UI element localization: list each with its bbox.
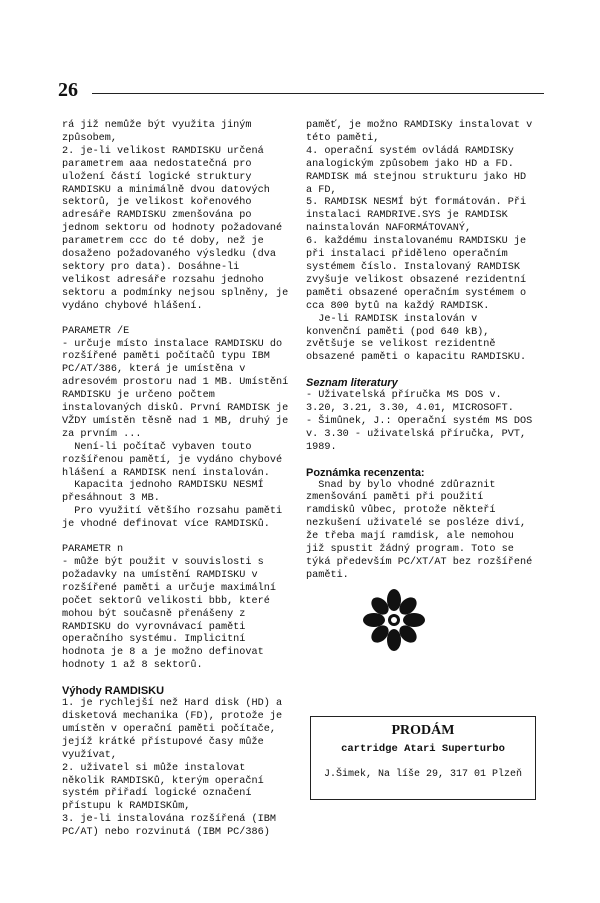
flower-ornament-icon: [362, 588, 426, 652]
right-paragraph-1: paměť, je možno RAMDISKy instalovat v této paměti, 4. operační systém ovládá RAMDISKy analogickým způsobem jako HD a FD. RAMDISK má stejnou strukturu jako HD a FD, 5. RAMDISK NESMÍ být formátován. Při instalaci RAMDRIVE.SYS je RAMDISK nainstalován NAFORMÁTOVANÝ, 6. každému instalovanému RAMDISKU je při instalaci přiděleno operačním systémem číslo. Instalovaný RAMDISK zvyšuje velikost obsazené rezidentní paměti obsazené operačním systémem o cca 800 bytů na každý RAMDISK. Je-li RAMDISK instalován v konvenční paměti (pod 640 kB), zvětšuje se velikost rezidentně obsazené paměti o kapacitu RAMDISKU.: [306, 120, 533, 364]
vyhody-heading: Výhody RAMDISKU: [62, 685, 165, 698]
ad-address: J.Šimek, Na líše 29, 317 01 Plzeň: [323, 769, 523, 780]
parametr-e-section: PARAMETR /E - určuje místo instalace RAMDISKU do rozšířené paměti počítačů typu IBM PC/AT/386, která je umístěna v adresovém prostoru nad 1 MB. Umístění RAMDISKU je určeno počtem instalovaných disků. První RAMDISK je VŽDY umístěn těsně nad 1 MB, druhý je za prvním ... Není-li počítač vybaven touto rozšířenou pamětí, je vydáno chybové hlášení a RAMDISK není instalován. Kapacita jednoho RAMDISKU NESMÍ přesáhnout 3 MB. Pro využití většího rozsahu paměti je vhodné definovat více RAMDISKů.: [62, 325, 289, 531]
left-column: [62, 120, 294, 840]
ad-title: PRODÁM: [391, 723, 455, 738]
advertisement-box: [310, 716, 536, 800]
left-paragraph-1: rá již nemůže být využita jiným způsobem, 2. je-li velikost RAMDISKU určená parametrem aaa nedostatečná pro uložení částí logické struktury RAMDISKU a minimálně dvou datových sektorů, je velikost kořenového adresáře RAMDISKU zmenšována po jednom sektoru od hodnoty požadované parametrem ccc do té doby, než je dosaženo požadovaného výsledku (dva sektory pro data). Dosáhne-li velikost adresáře rozsahu jednoho sektoru a podmínky nejsou splněny, je vydáno chybové hlášení.: [62, 120, 289, 312]
parametr-n-section: PARAMETR n - může být použit v souvislosti s požadavky na umístění RAMDISKU v rozšířené paměti a určuje maximální počet sektorů velikosti bbb, které mohou být současně přenášeny z RAMDISKU do vyrovnávací paměti operačního systému. Implicitní hodnota je 8 a je možno definovat hodnoty 1 až 8 sektorů.: [62, 544, 276, 672]
header-rule: [92, 93, 544, 94]
vyhody-list: 1. je rychlejší než Hard disk (HD) a disketová mechanika (FD), protože je umístěn v operační paměti počítače, jejíž krátké přístupové časy může využívat, 2. uživatel si může instalovat několik RAMDISKů, kterým operační systém přiřadí logické označení přístupu k RAMDISKům, 3. je-li instalována rozšířená (IBM PC/AT) nebo rozvinutá (IBM PC/386): [62, 698, 283, 839]
ad-subtitle: cartridge Atari Superturbo: [341, 743, 505, 755]
reviewer-note-heading: Poznámka recenzenta:: [306, 466, 425, 479]
literature-list: - Uživatelská příručka MS DOS v. 3.20, 3.21, 3.30, 4.01, MICROSOFT. - Šimůnek, J.: Operační systém MS DOS v. 3.30 - uživatelská příručka, PVT, 1989.: [306, 390, 533, 453]
reviewer-note: Snad by bylo vhodné zdůraznit zmenšování paměti při použití ramdisků vůbec, protože někteří nezkušení uživatelé se posléze diví, že třeba mají ramdisk, ale nemohou již spustit žádný program. Toto se týká především PC/XT/AT bez rozšířené paměti.: [306, 479, 539, 581]
literature-heading: Seznam literatury: [306, 377, 398, 390]
right-column: [306, 120, 539, 583]
page-number: 26: [58, 79, 78, 101]
